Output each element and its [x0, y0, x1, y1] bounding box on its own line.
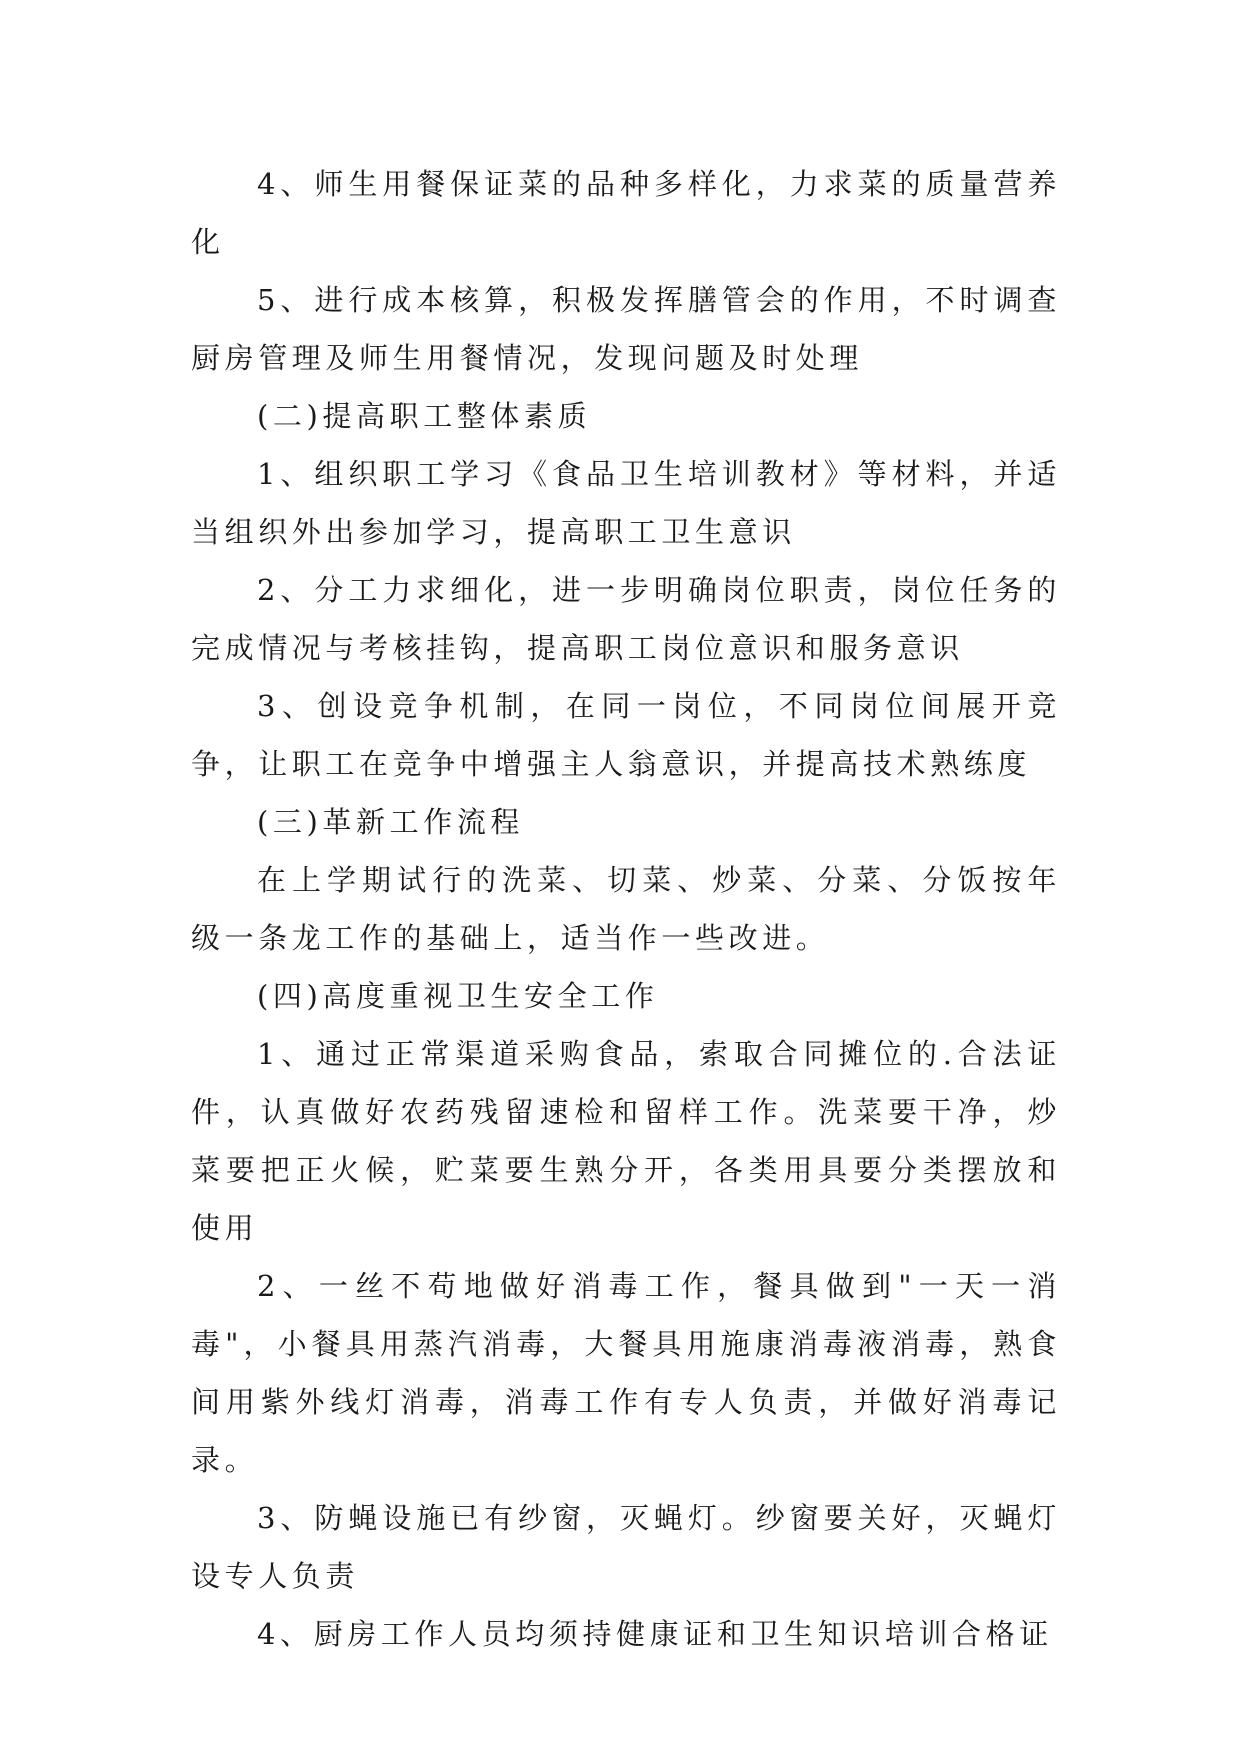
- paragraph-item-4-health-certificate: 4、厨房工作人员均须持健康证和卫生知识培训合格证: [257, 1617, 1053, 1651]
- document-page: [191, 155, 1061, 1663]
- paragraph-item-3-competition: 3、创设竞争机制，在同一岗位，不同岗位间展开竞争，让职工在竞争中增强主人翁意识，并提高技术熟练度: [191, 689, 1061, 781]
- paragraph-item-1-procurement: 1、通过正常渠道采购食品，索取合同摊位的.合法证件，认真做好农药残留速检和留样工作。洗菜要干净，炒菜要把正火候，贮菜要生熟分开，各类用具要分类摆放和使用: [191, 1037, 1061, 1245]
- section-heading-workflow: (三)革新工作流程: [257, 805, 525, 839]
- paragraph-workflow-improvement: 在上学期试行的洗菜、切菜、炒菜、分菜、分饭按年级一条龙工作的基础上，适当作一些改进。: [191, 863, 1061, 955]
- paragraph-item-2-disinfection: 2、一丝不苟地做好消毒工作，餐具做到"一天一消毒"，小餐具用蒸汽消毒，大餐具用施康消毒液消毒，熟食间用紫外线灯消毒，消毒工作有专人负责，并做好消毒记录。: [191, 1269, 1061, 1477]
- section-heading-staff-quality: (二)提高职工整体素质: [257, 399, 592, 433]
- paragraph-item-1-training: 1、组织职工学习《食品卫生培训教材》等材料，并适当组织外出参加学习，提高职工卫生意识: [191, 457, 1061, 549]
- paragraph-item-4-variety: 4、师生用餐保证菜的品种多样化，力求菜的质量营养化: [191, 167, 1061, 259]
- paragraph-item-5-cost-accounting: 5、进行成本核算，积极发挥膳管会的作用，不时调查厨房管理及师生用餐情况，发现问题及时处理: [191, 283, 1061, 375]
- paragraph-item-3-fly-prevention: 3、防蝇设施已有纱窗，灭蝇灯。纱窗要关好，灭蝇灯设专人负责: [191, 1501, 1061, 1593]
- section-heading-hygiene-safety: (四)高度重视卫生安全工作: [257, 979, 659, 1013]
- paragraph-item-2-division-of-labor: 2、分工力求细化，进一步明确岗位职责，岗位任务的完成情况与考核挂钩，提高职工岗位意识和服务意识: [191, 573, 1061, 665]
